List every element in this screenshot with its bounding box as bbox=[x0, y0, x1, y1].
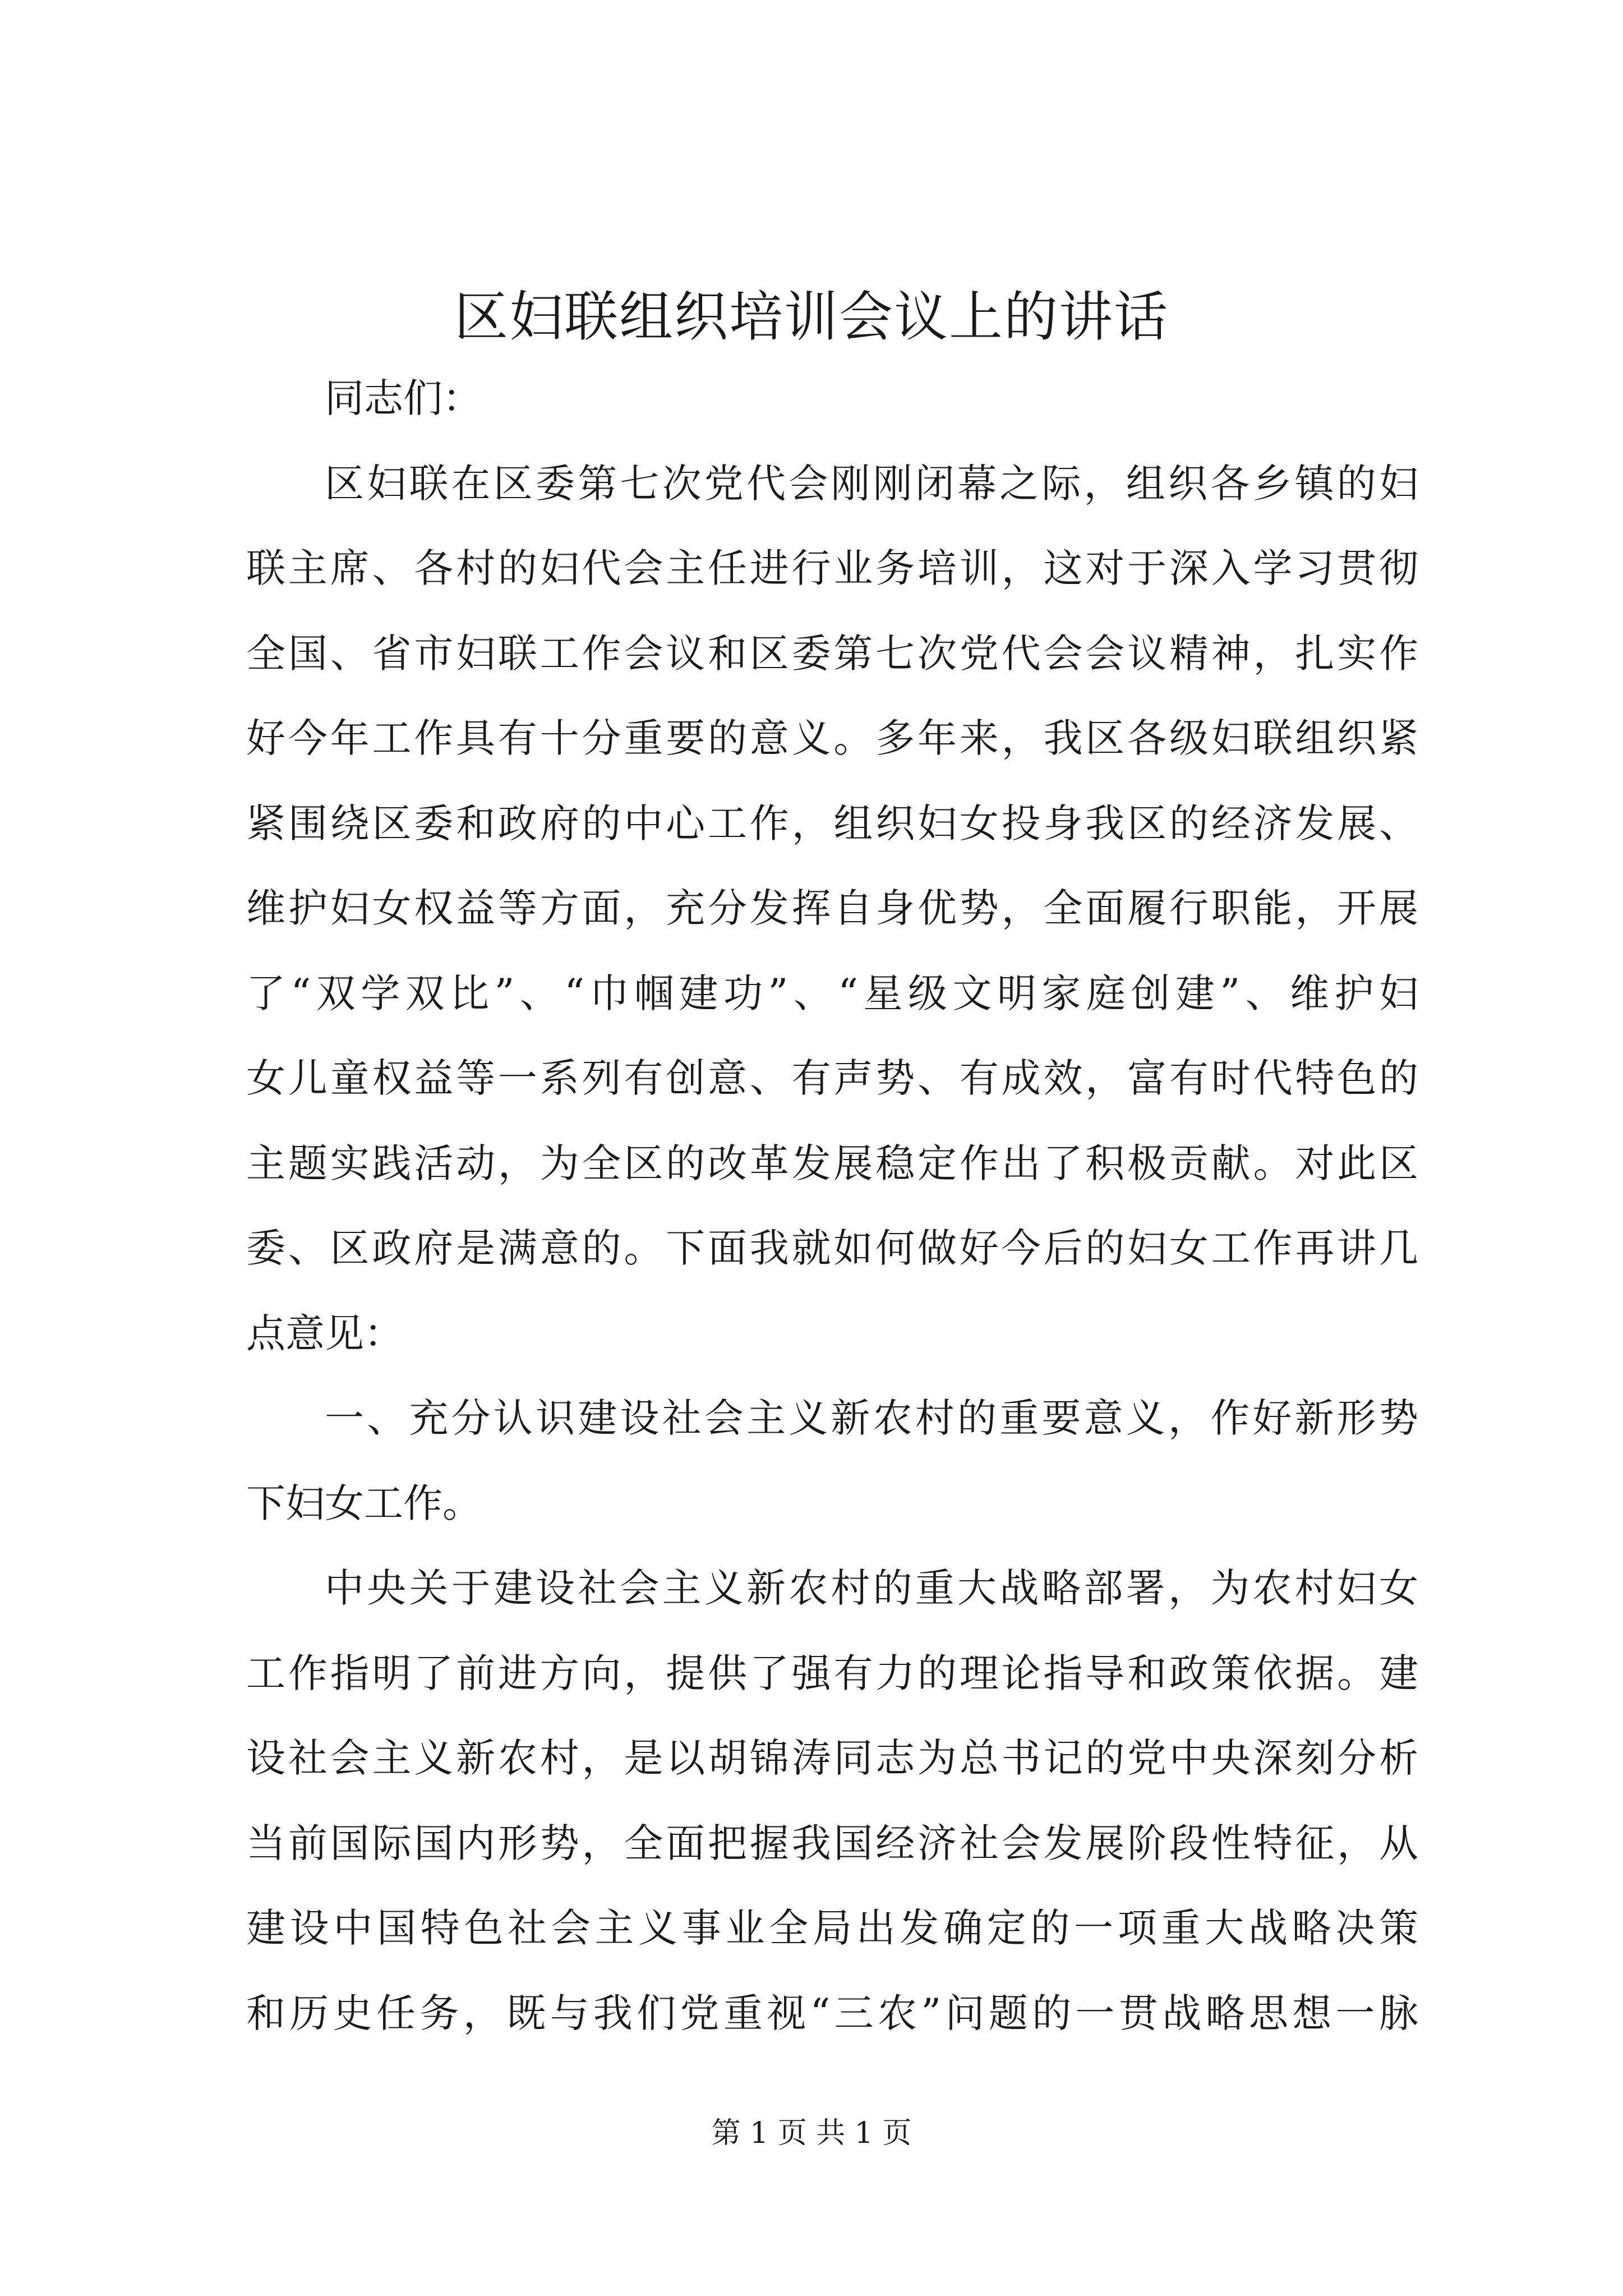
text-line: 下妇女工作。 bbox=[246, 1480, 482, 1526]
text-line: 了“双学双比”、“巾帼建功”、“星级文明家庭创建”、维护妇 bbox=[246, 970, 1418, 1016]
text-line: 工作指明了前进方向，提供了强有力的理论指导和政策依据。建 bbox=[246, 1650, 1418, 1696]
text-line: 女儿童权益等一系列有创意、有声势、有成效，富有时代特色的 bbox=[246, 1055, 1418, 1101]
text-line: 联主席、各村的妇代会主任进行业务培训，这对于深入学习贯彻 bbox=[246, 545, 1418, 591]
text-line: 维护妇女权益等方面，充分发挥自身优势，全面履行职能，开展 bbox=[246, 885, 1418, 931]
text-line: 一、充分认识建设社会主义新农村的重要意义，作好新形势 bbox=[325, 1395, 1418, 1441]
text-line: 设社会主义新农村，是以胡锦涛同志为总书记的党中央深刻分析 bbox=[246, 1735, 1418, 1781]
text-line: 紧围绕区委和政府的中心工作，组织妇女投身我区的经济发展、 bbox=[246, 800, 1418, 846]
text-line: 点意见： bbox=[246, 1310, 403, 1356]
document-title: 区妇联组织培训会议上的讲话 bbox=[454, 286, 1169, 348]
text-line: 主题实践活动，为全区的改革发展稳定作出了积极贡献。对此区 bbox=[246, 1140, 1418, 1186]
text-line: 好今年工作具有十分重要的意义。多年来，我区各级妇联组织紧 bbox=[246, 715, 1418, 761]
document-body bbox=[246, 356, 1418, 2056]
text-line: 区妇联在区委第七次党代会刚刚闭幕之际，组织各乡镇的妇 bbox=[325, 460, 1418, 507]
text-line: 建设中国特色社会主义事业全局出发确定的一项重大战略决策 bbox=[246, 1905, 1418, 1951]
text-line: 委、区政府是满意的。下面我就如何做好今后的妇女工作再讲几 bbox=[246, 1225, 1418, 1271]
page-number-footer: 第 1 页 共 1 页 bbox=[711, 2116, 912, 2150]
text-line: 中央关于建设社会主义新农村的重大战略部署，为农村妇女 bbox=[325, 1565, 1418, 1611]
text-line: 当前国际国内形势，全面把握我国经济社会发展阶段性特征，从 bbox=[246, 1820, 1418, 1866]
text-line: 和历史任务，既与我们党重视“三农”问题的一贯战略思想一脉 bbox=[246, 1990, 1418, 2036]
text-line: 全国、省市妇联工作会议和区委第七次党代会会议精神，扎实作 bbox=[246, 630, 1418, 677]
text-line: 同志们： bbox=[325, 375, 482, 421]
